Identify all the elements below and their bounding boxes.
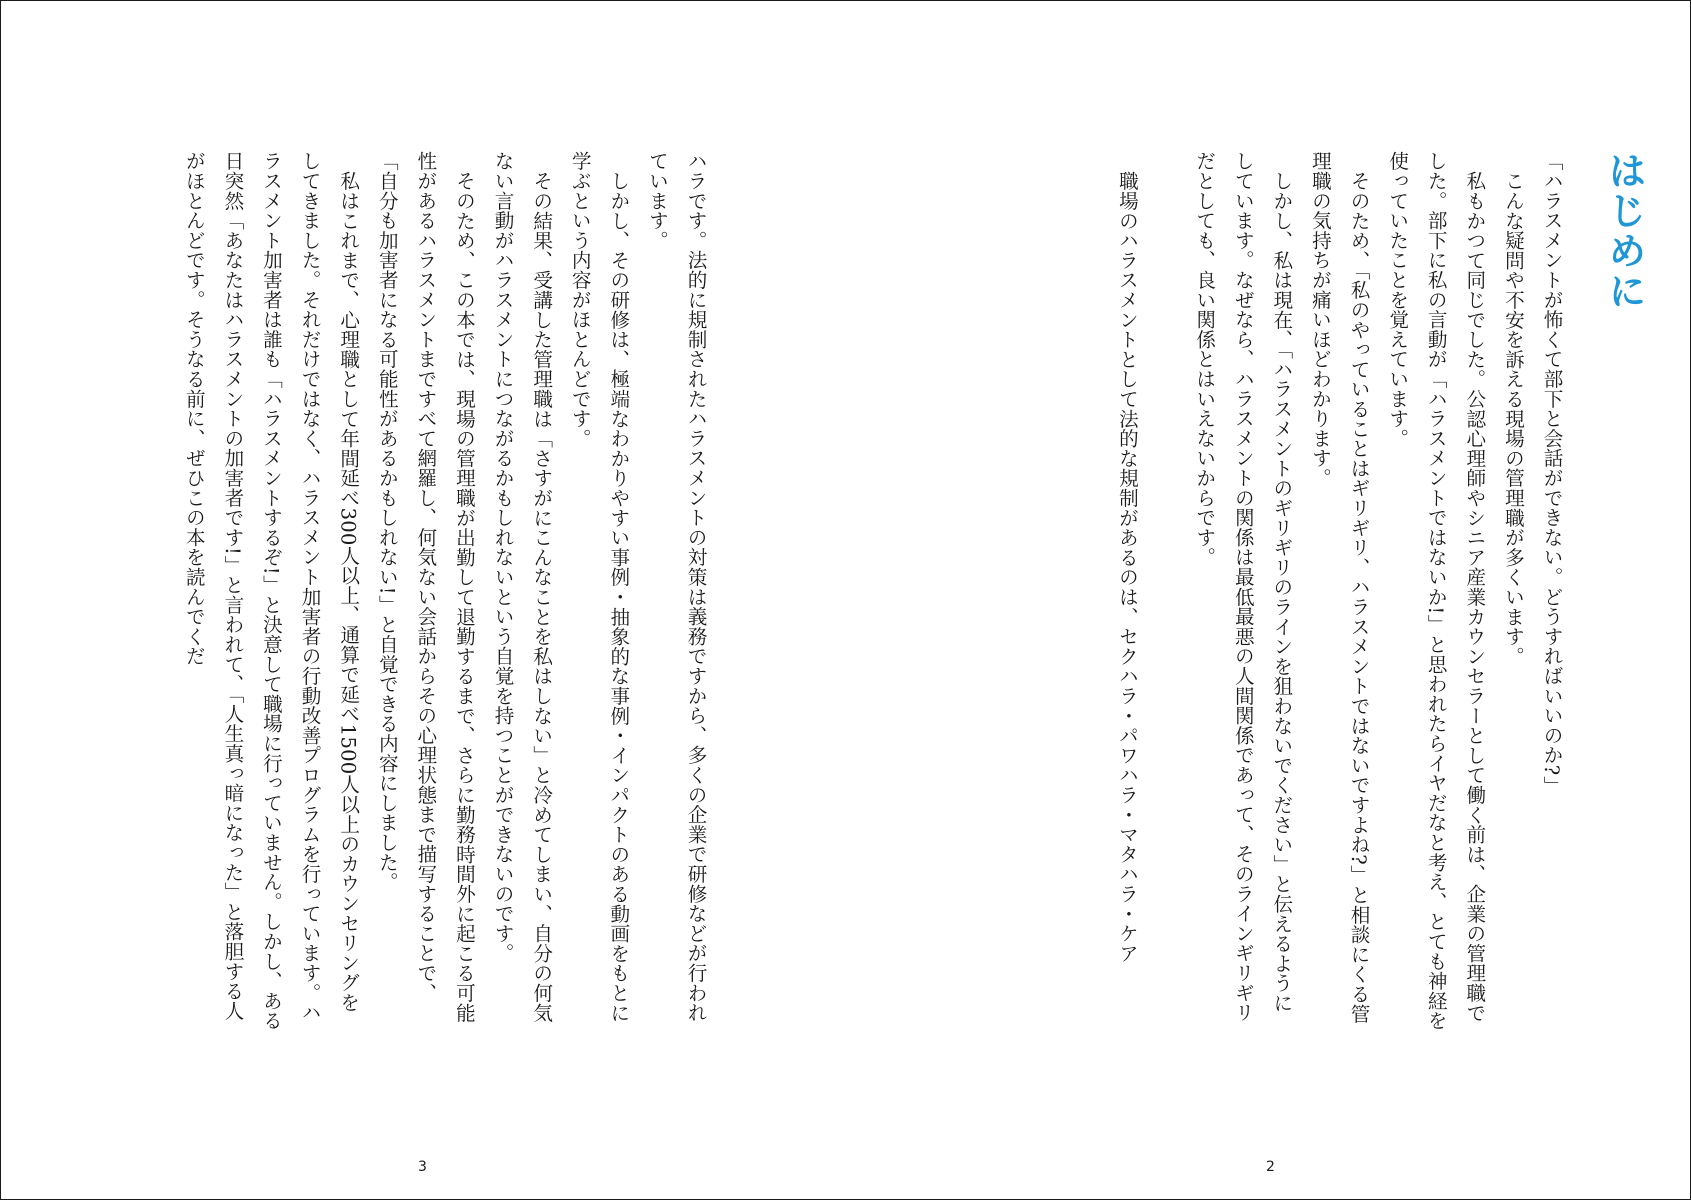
page-left [1,1,846,1199]
paragraph: しかし、その研修は、極端なわかりやすい事例・抽象的な事例・インパクトのある動画をもとに学ぶという内容がほとんどです。 [568,151,630,1022]
page-number-left: 3 [418,1159,427,1175]
body-text-left [134,151,714,1031]
paragraph: 私もかつて同じでした。公認心理師やシニア産業カウンセラーとして働く前は、企業の管理職でした。部下に私の言動が「ハラスメントではないか!」と思われたらイヤだなと考え、とても神経を使っていたことを覚えています。 [1385,151,1486,1031]
paragraph: 私はこれまで、心理職として年間延べ300人以上、通算で延べ1500人以上のカウンセリングをしてきました。それだけではなく、ハラスメント加害者の行動改善プログラムを行っています。ハラスメント加害者は誰も「ハラスメントするぞ!」と決意して職場に行っていません。しかし、ある日突然「あなたはハラスメントの加害者です!」と言われて、「人生真っ暗になった」と落胆する人がほとんどです。そうなる前に、ぜひこの本を読んでくだ [182,151,360,1031]
paragraph: その結果、受講した管理職は「さすがにこんなことを私はしない」と冷めてしまい、自分の何気ない言動がハラスメントにつながるかもしれないという自覚を持つことができないのです。 [491,151,553,1022]
page-number-right: 2 [1266,1159,1275,1175]
body-text-right [950,151,1570,1031]
paragraph: しかし、私は現在、「ハラスメントのギリギリのラインを狙わないでください」と伝えるようにしています。なぜなら、ハラスメントの関係は最低最悪の人間関係であって、そのラインギリギリだとしても、良い関係とはいえないからです。 [1192,151,1293,1023]
paragraph: ハラです。法的に規制されたハラスメントの対策は義務ですから、多くの企業で研修などが行われています。 [645,151,707,1023]
paragraph: そのため、この本では、現場の管理職が出勤して退勤するまで、さらに勤務時間外に起こる可能性があるハラスメントまですべて網羅し、何気ない会話からその心理状態まで描写することで、「自分も加害者になる可能性があるかもしれない!」と自覚できる内容にしました。 [375,151,476,1022]
paragraph: こんな疑問や不安を訴える現場の管理職が多くいます。 [1501,170,1525,666]
chapter-heading: はじめに [1602,151,1646,311]
page-right [846,1,1690,1199]
paragraph: 職場のハラスメントとして法的な規制があるのは、セクハラ・パワハラ・マタハラ・ケア [1115,170,1139,963]
paragraph: そのため、「私のやっていることはギリギリ、ハラスメントではないですよね?」と相談にくる管理職の気持ちが痛いほどわかります。 [1308,151,1371,1023]
paragraph: 「ハラスメントが怖くて部下と会話ができない。どうすればいいのか?」 [1540,151,1563,796]
